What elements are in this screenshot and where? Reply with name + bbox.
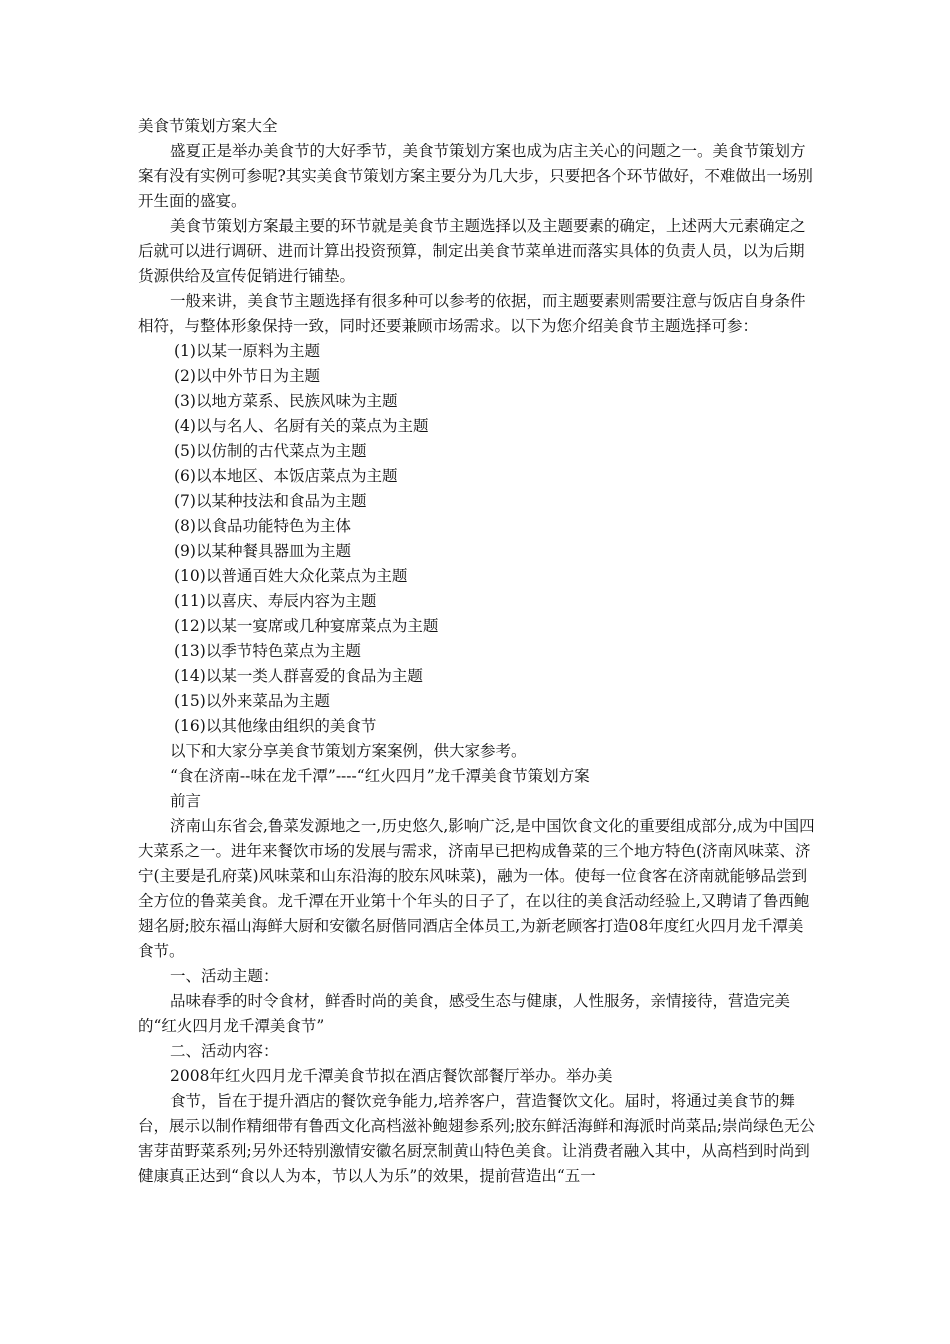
intro-paragraph-3: 一般来讲，美食节主题选择有很多种可以参考的依据，而主题要素则需要注意与饭店自身条件相符，与整体形象保持一致，同时还要兼顾市场需求。以下为您介绍美食节主题选择可参： [138, 292, 806, 335]
list-item: (10)以普通百姓大众化菜点为主题 [174, 567, 408, 585]
theme-list [138, 339, 818, 739]
section2-paragraph: 食节，旨在于提升酒店的餐饮竞争能力,培养客户，营造餐饮文化。届时，将通过美食节的舞台，展示以制作精细带有鲁西文化高档滋补鲍翅参系列;胶东鲜活海鲜和海派时尚菜品;崇尚绿色无公害芽苗野菜系列;另外还特别激情安徽名厨烹制黄山特色美食。让消费者融入其中，从高档到时尚到健康真正达到“食以人为本，节以人为乐”的效果，提前营造出“五一 [138, 1092, 815, 1185]
list-item: (6)以本地区、本饭店菜点为主题 [174, 467, 398, 485]
document-title: 美食节策划方案大全 [138, 117, 278, 135]
section2-heading: 二、活动内容： [170, 1042, 279, 1060]
case-title: “食在济南--味在龙千潭”----“红火四月”龙千潭美食节策划方案 [170, 767, 590, 785]
list-item: (16)以其他缘由组织的美食节 [174, 717, 377, 735]
list-item: (7)以某种技法和食品为主题 [174, 492, 367, 510]
list-item: (5)以仿制的古代菜点为主题 [174, 442, 367, 460]
intro-paragraph-2: 美食节策划方案最主要的环节就是美食节主题选择以及主题要素的确定，上述两大元素确定之后就可以进行调研、进而计算出投资预算，制定出美食节菜单进而落实具体的负责人员，以为后期货源供给及宣传促销进行铺垫。 [138, 217, 806, 285]
section2-line1: 2008年红火四月龙千潭美食节拟在酒店餐饮部餐厅举办。举办美 [170, 1067, 613, 1085]
list-item: (3)以地方菜系、民族风味为主题 [174, 392, 398, 410]
list-item: (4)以与名人、名厨有关的菜点为主题 [174, 417, 429, 435]
list-item: (9)以某种餐具器皿为主题 [174, 542, 351, 560]
list-item: (2)以中外节日为主题 [174, 367, 320, 385]
document-page [138, 114, 818, 1189]
intro-paragraph-1: 盛夏正是举办美食节的大好季节，美食节策划方案也成为店主关心的问题之一。美食节策划方案有没有实例可参呢?其实美食节策划方案主要分为几大步，只要把各个环节做好，不难做出一场别开生面的盛宴。 [138, 142, 813, 210]
share-line: 以下和大家分享美食节策划方案案例，供大家参考。 [170, 742, 527, 760]
list-item: (11)以喜庆、寿辰内容为主题 [174, 592, 377, 610]
list-item: (15)以外来菜品为主题 [174, 692, 330, 710]
section1-heading: 一、活动主题： [170, 967, 279, 985]
section1-paragraph: 品味春季的时令食材，鲜香时尚的美食，感受生态与健康，人性服务，亲情接待，营造完美的“红火四月龙千潭美食节” [138, 992, 791, 1035]
preface-paragraph: 济南山东省会,鲁菜发源地之一,历史悠久,影响广泛,是中国饮食文化的重要组成部分,成为中国四大菜系之一。进年来餐饮市场的发展与需求，济南早已把构成鲁菜的三个地方特色(济南风味菜、济宁(主要是孔府菜)风味菜和山东沿海的胶东风味菜)，融为一体。使每一位食客在济南就能够品尝到全方位的鲁菜美食。龙千潭在开业第十个年头的日子了，在以往的美食活动经验上,又聘请了鲁西鲍翅名厨;胶东福山海鲜大厨和安徽名厨偕同酒店全体员工,为新老顾客打造08年度红火四月龙千潭美食节。 [138, 817, 815, 960]
list-item: (8)以食品功能特色为主体 [174, 517, 351, 535]
list-item: (12)以某一宴席或几种宴席菜点为主题 [174, 617, 439, 635]
list-item: (1)以某一原料为主题 [174, 342, 320, 360]
list-item: (13)以季节特色菜点为主题 [174, 642, 361, 660]
preface-heading: 前言 [170, 792, 202, 810]
list-item: (14)以某一类人群喜爱的食品为主题 [174, 667, 423, 685]
